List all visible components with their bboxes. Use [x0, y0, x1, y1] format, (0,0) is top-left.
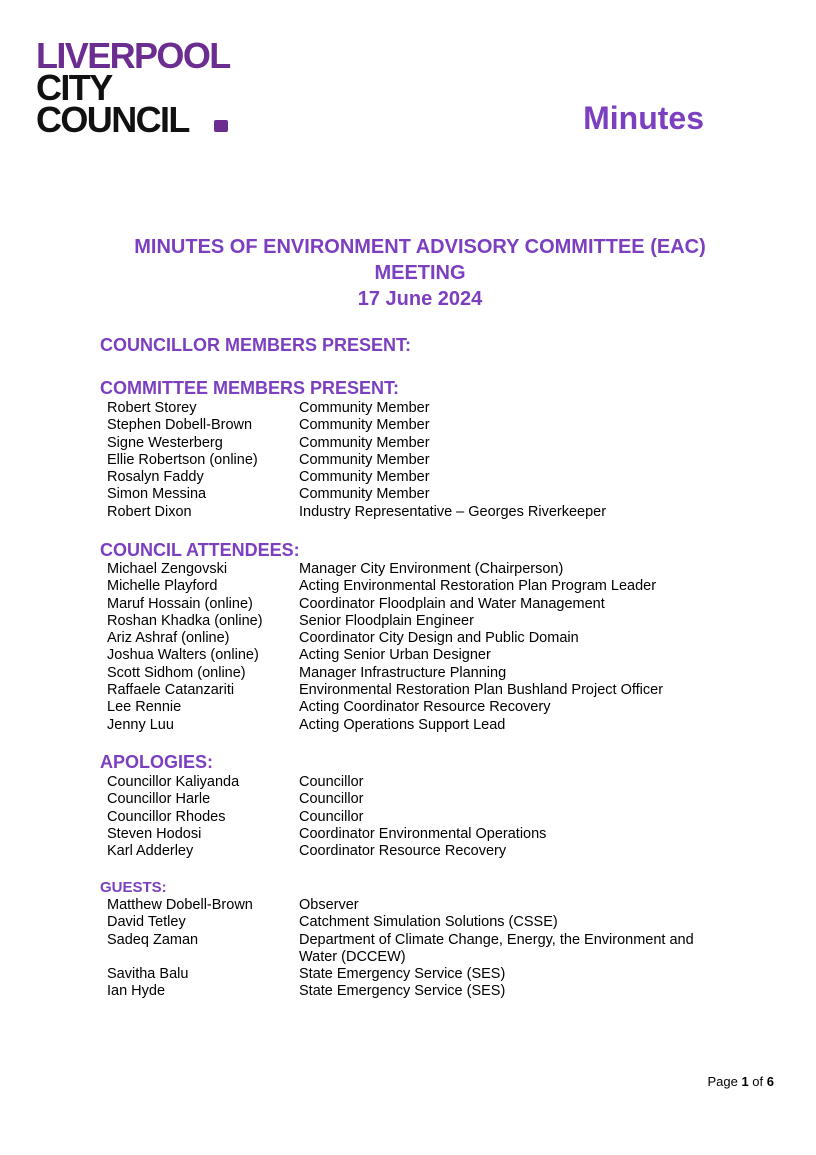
attendee-role: Manager City Environment (Chairperson) [299, 561, 564, 577]
attendee-row [107, 469, 729, 486]
guests-list [107, 897, 729, 1001]
page-number [707, 1074, 774, 1089]
page-total: 6 [766, 1074, 774, 1089]
attendee-name: Michael Zengovski [107, 561, 228, 577]
attendee-name: Robert Storey [107, 400, 197, 416]
attendee-name: Roshan Khadka (online) [107, 612, 263, 629]
attendee-name: Sadeq Zaman [107, 931, 199, 948]
attendee-row [107, 630, 729, 647]
attendee-name: Karl Adderley [107, 843, 194, 860]
attendee-row [107, 400, 729, 417]
attendee-row [107, 843, 729, 860]
attendee-name: Jenny Luu [107, 716, 174, 733]
attendee-role: Community Member [299, 486, 430, 503]
attendee-role: State Emergency Service (SES) [299, 983, 506, 1000]
attendee-role: Catchment Simulation Solutions (CSSE) [299, 914, 558, 931]
attendee-name: Ariz Ashraf (online) [107, 630, 230, 647]
attendee-row [107, 417, 729, 434]
attendee-name: Councillor Harle [107, 791, 211, 808]
attendee-name: Stephen Dobell-Brown [107, 417, 253, 434]
attendee-row [107, 983, 729, 1000]
attendee-name: David Tetley [107, 914, 186, 931]
attendee-role: Coordinator Floodplain and Water Management [299, 595, 605, 612]
attendee-row [107, 486, 729, 503]
attendee-row [107, 897, 729, 914]
attendee-role: Acting Environmental Restoration Plan Program Leader [299, 578, 657, 595]
attendee-row [107, 578, 729, 595]
guests-heading: GUESTS: [100, 879, 167, 896]
council-attendees-heading: COUNCIL ATTENDEES: [100, 540, 300, 560]
attendee-row [107, 647, 729, 664]
attendee-row [107, 914, 729, 931]
attendee-role: Industry Representative – Georges Riverkeeper [299, 503, 607, 520]
attendee-name: Councillor Kaliyanda [107, 774, 240, 790]
committee-members-list [107, 400, 729, 521]
page-prefix: Page [707, 1074, 738, 1089]
attendee-row [107, 435, 729, 452]
attendee-role: Coordinator City Design and Public Domain [299, 630, 579, 647]
councillor-members-heading: COUNCILLOR MEMBERS PRESENT: [100, 335, 412, 355]
attendee-role: Community Member [299, 434, 430, 451]
document-type-label: Minutes [583, 100, 704, 136]
attendee-name: Raffaele Catanzariti [107, 682, 235, 699]
attendee-name: Joshua Walters (online) [107, 647, 259, 664]
attendee-row [107, 966, 729, 983]
attendee-row [107, 717, 729, 734]
attendee-role: Community Member [299, 417, 430, 434]
apologies-list [107, 774, 729, 860]
attendee-row [107, 826, 729, 843]
attendee-row [107, 809, 729, 826]
attendee-role: Coordinator Resource Recovery [299, 843, 507, 860]
attendee-role: Coordinator Environmental Operations [299, 825, 547, 842]
attendee-name: Scott Sidhom (online) [107, 664, 246, 681]
attendee-role: Acting Coordinator Resource Recovery [299, 699, 551, 716]
logo-text-liverpool: LIVERPOOL [36, 35, 230, 76]
attendee-role: Community Member [299, 469, 430, 486]
apologies-heading: APOLOGIES: [100, 752, 214, 772]
attendee-role: Community Member [299, 451, 430, 468]
title-date: 17 June 2024 [357, 288, 483, 310]
attendee-role: Senior Floodplain Engineer [299, 612, 474, 629]
attendee-row [107, 774, 729, 791]
attendee-name: Simon Messina [107, 486, 207, 503]
attendee-name: Steven Hodosi [107, 825, 202, 842]
council-attendees-list [107, 561, 729, 734]
attendee-role: Councillor [299, 791, 364, 808]
attendee-role: Councillor [299, 808, 364, 825]
attendee-row [107, 613, 729, 630]
attendee-row [107, 699, 729, 716]
page-of: of [752, 1074, 764, 1089]
attendee-name: Councillor Rhodes [107, 808, 226, 825]
attendee-name: Ellie Robertson (online) [107, 451, 258, 468]
attendee-name: Robert Dixon [107, 503, 192, 520]
attendee-role: Community Member [299, 400, 430, 416]
logo-text-city: CITY [36, 67, 112, 108]
page-current: 1 [741, 1074, 749, 1089]
attendee-row [107, 932, 729, 967]
committee-members-heading: COMMITTEE MEMBERS PRESENT: [100, 378, 400, 398]
attendee-name: Signe Westerberg [107, 434, 223, 451]
attendee-name: Rosalyn Faddy [107, 469, 204, 486]
attendee-row [107, 504, 729, 521]
attendee-row [107, 791, 729, 808]
title-line-2: MEETING [374, 262, 466, 284]
attendee-role: Manager Infrastructure Planning [299, 664, 507, 681]
attendee-name: Savitha Balu [107, 966, 189, 983]
attendee-role: State Emergency Service (SES) [299, 966, 506, 983]
attendee-row [107, 682, 729, 699]
attendee-role: Observer [299, 897, 359, 913]
logo-text-council: COUNCIL [36, 99, 189, 140]
attendee-row [107, 452, 729, 469]
attendee-name: Ian Hyde [107, 983, 166, 1000]
attendee-row [107, 665, 729, 682]
attendee-name: Lee Rennie [107, 699, 182, 716]
attendee-name: Maruf Hossain (online) [107, 595, 253, 612]
logo-mark-icon [214, 120, 228, 132]
attendee-row [107, 596, 729, 613]
attendee-name: Michelle Playford [107, 578, 218, 595]
attendee-role: Environmental Restoration Plan Bushland Project Officer [299, 682, 664, 699]
attendee-role: Department of Climate Change, Energy, the Environment and Water (DCCEW) [299, 931, 694, 965]
council-logo [36, 34, 266, 144]
attendee-role: Acting Senior Urban Designer [299, 647, 491, 664]
document-title [0, 234, 816, 312]
title-line-1: MINUTES OF ENVIRONMENT ADVISORY COMMITTEE (EAC) [134, 236, 706, 258]
attendee-role: Acting Operations Support Lead [299, 716, 506, 733]
attendee-name: Matthew Dobell-Brown [107, 897, 253, 913]
attendee-role: Councillor [299, 774, 364, 790]
attendee-row [107, 561, 729, 578]
